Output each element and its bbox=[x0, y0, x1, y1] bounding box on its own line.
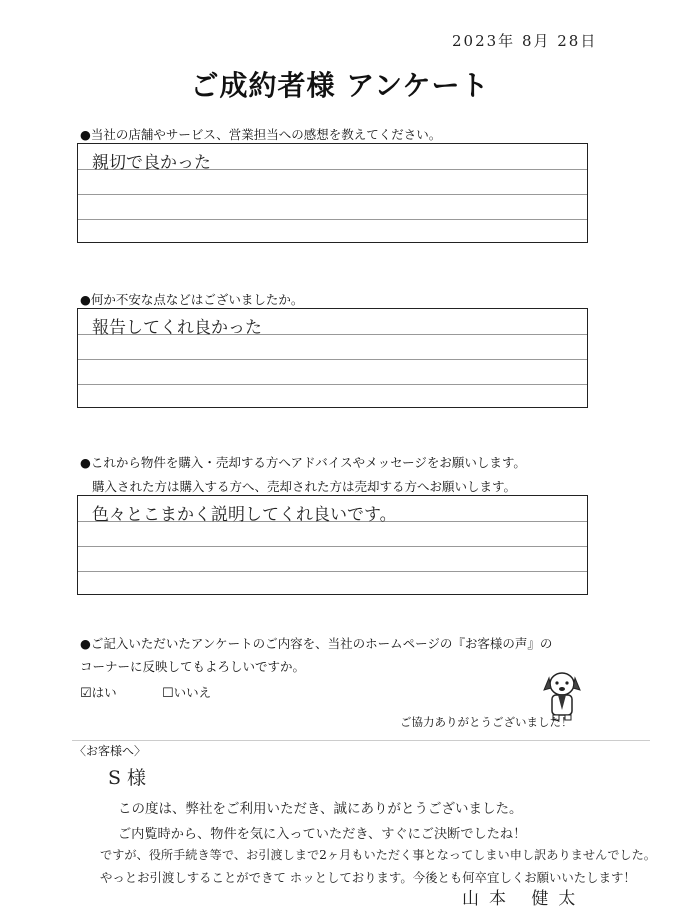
answer-box-1 bbox=[77, 143, 588, 243]
consent-question-line1: ●ご記入いただいたアンケートのご内容を、当社のホームページの『お客様の声』の bbox=[80, 636, 553, 651]
consent-no-option[interactable] bbox=[162, 683, 211, 701]
thanks-message: ご協力ありがとうございました！ bbox=[400, 715, 573, 729]
staff-signature: 山本 健太 bbox=[462, 889, 586, 909]
reply-line-2: ご内覧時から、物件を気に入っていただき、すぐにご決断でしたね！ bbox=[118, 827, 527, 842]
ruled-line bbox=[78, 384, 587, 385]
ruled-line bbox=[78, 219, 587, 220]
answer-text-3: 色々とこまかく説明してくれ良いです。 bbox=[92, 505, 397, 525]
answer-box-3 bbox=[77, 495, 588, 595]
question-3-sublabel: 購入された方は購入する方へ、売却された方は売却する方へお願いします。 bbox=[92, 479, 517, 494]
ruled-line bbox=[78, 571, 587, 572]
reply-line-3: ですが、役所手続き等で、お引渡しまで2ヶ月もいただく事となってしまい申し訳ありませんでした。 bbox=[100, 848, 656, 862]
answer-box-2 bbox=[77, 308, 588, 408]
question-1-label: ●当社の店舗やサービス、営業担当への感想を教えてください。 bbox=[80, 127, 442, 142]
reply-line-1: この度は、弊社をご利用いただき、誠にありがとうございました。 bbox=[118, 801, 523, 817]
section-divider bbox=[72, 740, 650, 741]
ruled-line bbox=[78, 359, 587, 360]
survey-date: 2023年 8月 28日 bbox=[452, 32, 598, 50]
ruled-line bbox=[78, 194, 587, 195]
consent-yes-option[interactable] bbox=[80, 683, 117, 701]
ruled-line bbox=[78, 546, 587, 547]
reply-line-4: やっとお引渡しすることができて ホッとしております。今後とも何卒宜しくお願いいたします！ bbox=[100, 870, 636, 885]
consent-no-label: いいえ bbox=[173, 685, 212, 700]
consent-yes-label: はい bbox=[91, 685, 117, 700]
consent-question-line2: コーナーに反映してもよろしいですか。 bbox=[80, 659, 306, 674]
answer-text-1: 親切で良かった bbox=[92, 153, 211, 173]
answer-text-2: 報告してくれ良かった bbox=[92, 318, 262, 338]
question-2-label: ●何か不安な点などはございましたか。 bbox=[80, 292, 304, 307]
checked-box-icon[interactable]: ☑ bbox=[80, 686, 92, 701]
reply-label: 〈お客様へ〉 bbox=[74, 744, 147, 758]
page-title: ご成約者様 アンケート bbox=[190, 69, 490, 102]
question-3-label: ●これから物件を購入・売却する方へアドバイスやメッセージをお願いします。 bbox=[80, 455, 526, 470]
reply-greeting: S 様 bbox=[108, 767, 147, 789]
empty-box-icon[interactable]: ☐ bbox=[162, 686, 174, 701]
